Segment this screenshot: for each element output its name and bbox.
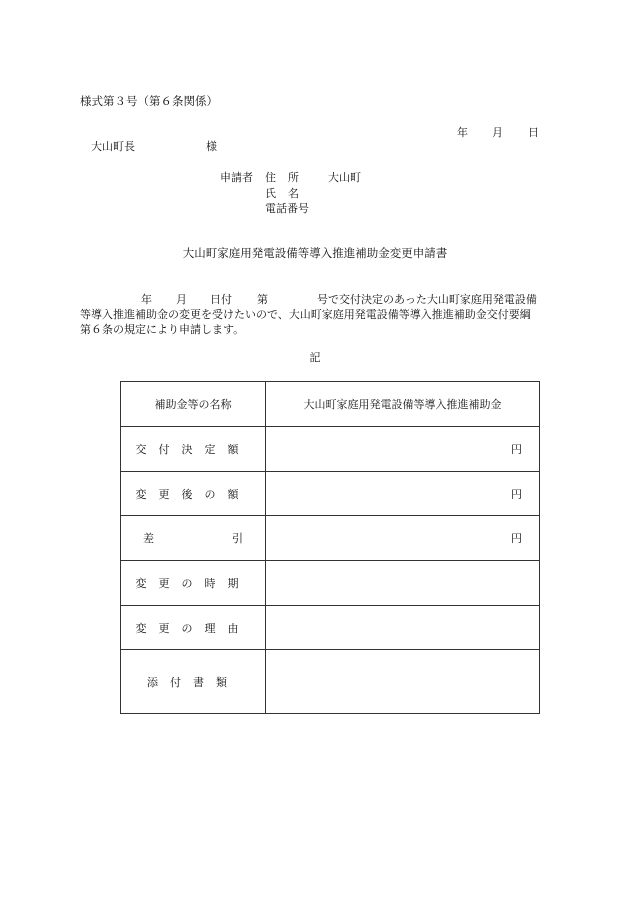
row-label bbox=[121, 650, 266, 714]
row-label bbox=[121, 606, 266, 650]
granted-amount-label: 交付決定額 bbox=[135, 443, 251, 456]
blank-dated-label: 日付 bbox=[210, 293, 232, 306]
difference-label-left: 差 bbox=[143, 532, 154, 545]
granted-amount-field[interactable]: 円 bbox=[266, 427, 540, 472]
form-number: 様式第３号（第６条関係） bbox=[80, 94, 218, 108]
difference-label bbox=[121, 530, 265, 546]
table-row bbox=[121, 606, 540, 650]
attachments-label: 添付書類 bbox=[147, 675, 239, 689]
date-year-label: 年 bbox=[457, 126, 468, 139]
addressee-name: 大山町長 bbox=[91, 140, 135, 153]
blank-year-label: 年 bbox=[141, 293, 152, 306]
difference-field[interactable]: 円 bbox=[266, 516, 540, 561]
attachments-field[interactable] bbox=[266, 650, 540, 714]
applicant-label: 申請者 bbox=[220, 171, 253, 184]
change-timing-field[interactable] bbox=[266, 561, 540, 606]
row-label bbox=[121, 561, 266, 606]
table-row bbox=[121, 382, 540, 427]
table-row bbox=[121, 650, 540, 714]
changed-amount-field[interactable]: 円 bbox=[266, 472, 540, 516]
body-line-3: 第６条の規定により申請します。 bbox=[80, 323, 245, 336]
phone-label: 電話番号 bbox=[265, 202, 309, 215]
date-day-label: 日 bbox=[528, 126, 539, 139]
row-label bbox=[121, 382, 266, 427]
change-reason-field[interactable] bbox=[266, 606, 540, 650]
body-line-2: 等導入推進補助金の変更を受けたいので、大山町家庭用発電設備等導入推進補助金交付要綱 bbox=[80, 308, 531, 321]
blank-number-label: 第 bbox=[257, 293, 268, 306]
address-value: 大山町 bbox=[328, 171, 361, 184]
change-timing-label: 変更の時期 bbox=[135, 577, 251, 590]
row-label bbox=[121, 472, 266, 516]
difference-label-right: 引 bbox=[232, 532, 243, 545]
table-row bbox=[121, 561, 540, 606]
subsidy-name-value: 大山町家庭用発電設備等導入推進補助金 bbox=[266, 382, 540, 427]
table-row bbox=[121, 472, 540, 516]
subsidy-name-label: 補助金等の名称 bbox=[154, 398, 232, 411]
row-label bbox=[121, 516, 266, 561]
body-line-1-text: 号で交付決定のあった大山町家庭用発電設備 bbox=[317, 293, 537, 306]
table-row bbox=[121, 427, 540, 472]
address-label: 住所 bbox=[265, 171, 311, 184]
change-reason-label: 変更の理由 bbox=[135, 621, 251, 635]
blank-month-label: 月 bbox=[176, 293, 187, 306]
document-title: 大山町家庭用発電設備等導入推進補助金変更申請書 bbox=[182, 246, 448, 260]
row-label bbox=[121, 427, 266, 472]
ki-label: 記 bbox=[309, 351, 321, 364]
detail-table bbox=[120, 381, 540, 714]
table-row bbox=[121, 516, 540, 561]
addressee-honorific: 様 bbox=[206, 140, 217, 153]
changed-amount-label: 変更後の額 bbox=[135, 487, 251, 501]
name-label: 氏名 bbox=[265, 187, 311, 200]
date-month-label: 月 bbox=[492, 126, 503, 139]
